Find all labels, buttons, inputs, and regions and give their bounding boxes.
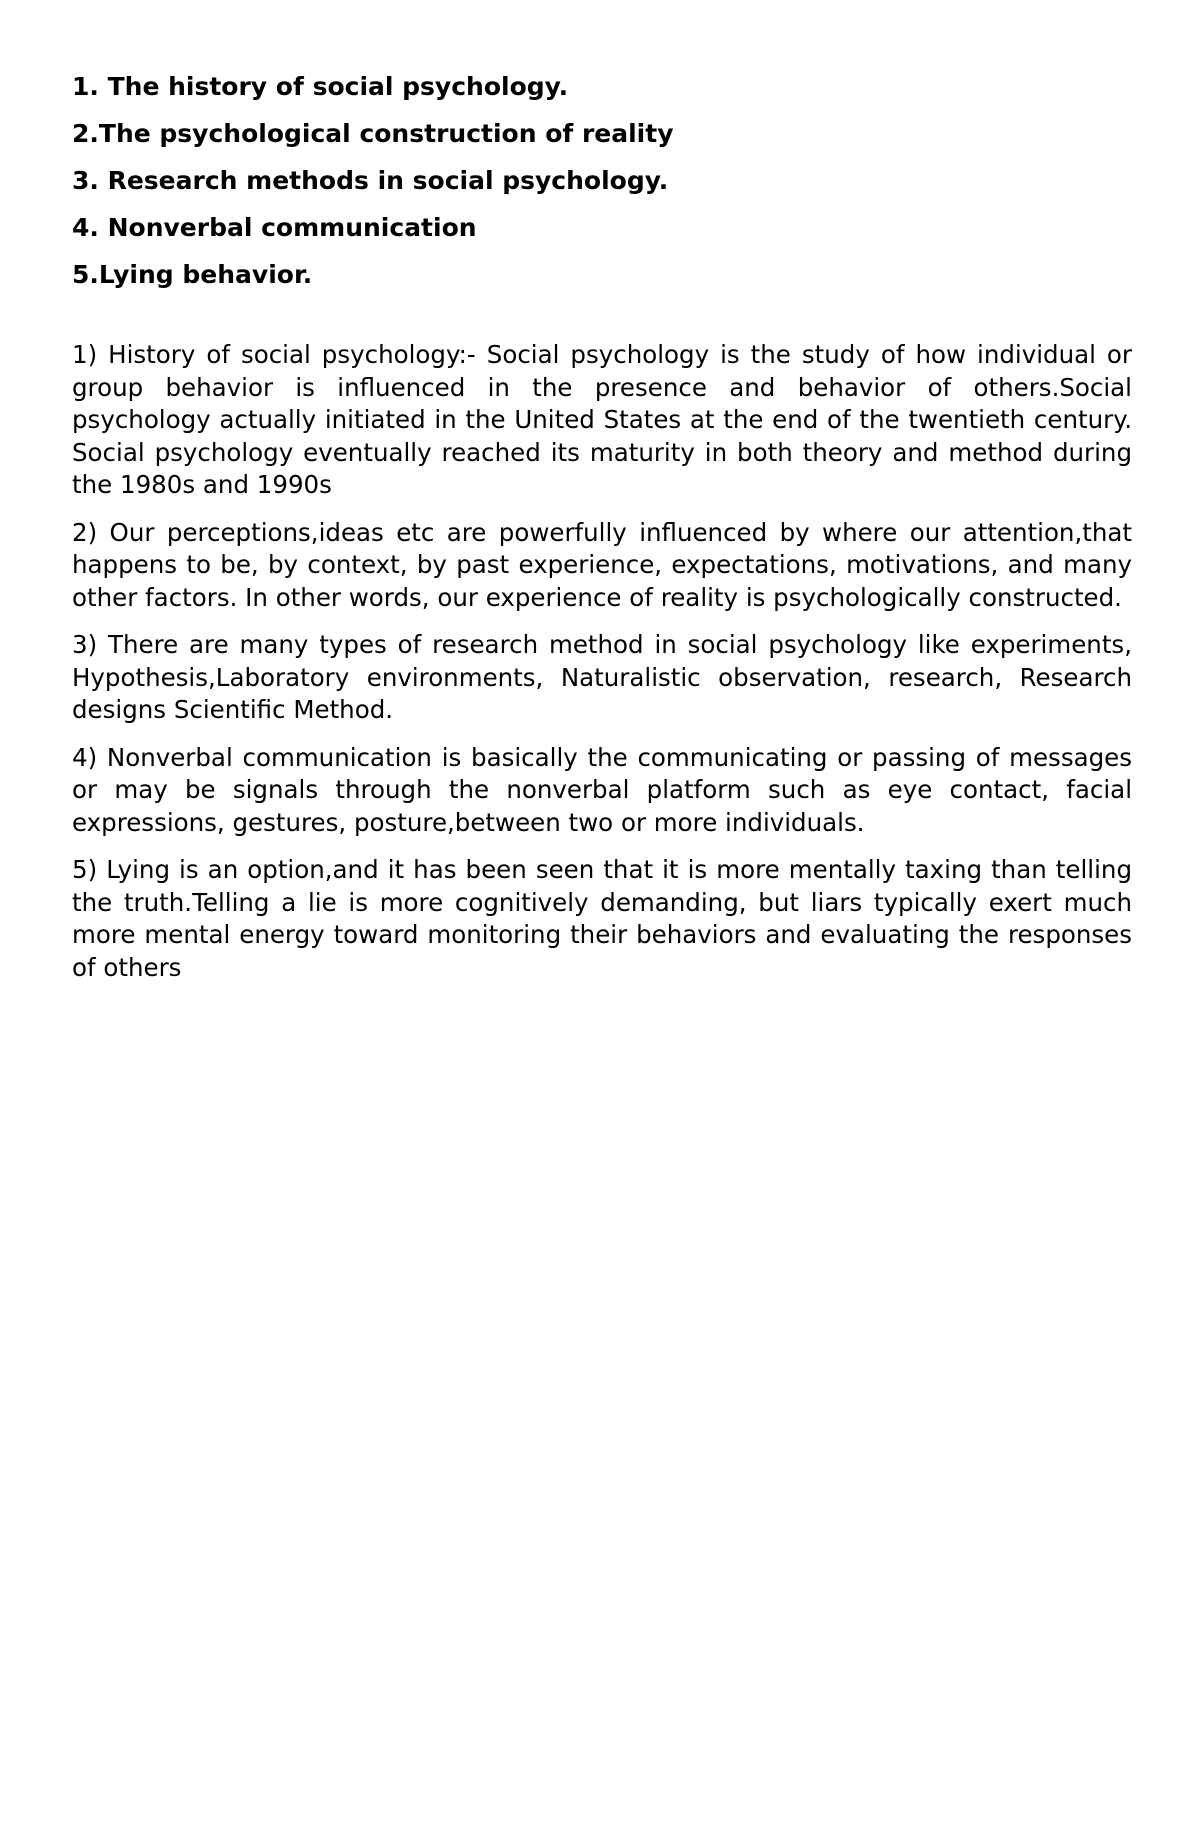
topic-item: 5.Lying behavior. bbox=[72, 260, 313, 289]
answer-paragraph: 2) Our perceptions,ideas etc are powerfully influenced by where our attention,that happens to be, by context, by past experience, expectations, motivations, and many other factors. In other words, our experience of reality is psychologically constructed. bbox=[72, 517, 1132, 612]
answer-section bbox=[72, 339, 1132, 984]
topic-item: 4. Nonverbal communication bbox=[72, 213, 477, 242]
document-body bbox=[72, 70, 1132, 999]
topic-item: 2.The psychological construction of reality bbox=[72, 119, 674, 148]
answer-paragraph: 1) History of social psychology:- Social psychology is the study of how individual or group behavior is influenced in the presence and behavior of others.Social psychology actually initiated in the United States at the end of the twentieth century. Social psychology eventually reached its maturity in both theory and method during the 1980s and 1990s bbox=[72, 340, 1132, 499]
topic-item: 1. The history of social psychology. bbox=[72, 72, 569, 101]
answer-paragraph: 5) Lying is an option,and it has been seen that it is more mentally taxing than telling the truth.Telling a lie is more cognitively demanding, but liars typically exert much more mental energy toward monitoring their behaviors and evaluating the responses of others bbox=[72, 855, 1132, 982]
topic-item: 3. Research methods in social psychology. bbox=[72, 166, 669, 195]
answer-paragraph: 4) Nonverbal communication is basically the communicating or passing of messages or may be signals through the nonverbal platform such as eye contact, facial expressions, gestures, posture,between two or more individuals. bbox=[72, 742, 1132, 837]
answer-paragraph: 3) There are many types of research method in social psychology like experiments, Hypothesis,Laboratory environments, Naturalistic observation, research, Research designs Scientific Method. bbox=[72, 630, 1132, 724]
topic-list bbox=[72, 70, 1132, 291]
